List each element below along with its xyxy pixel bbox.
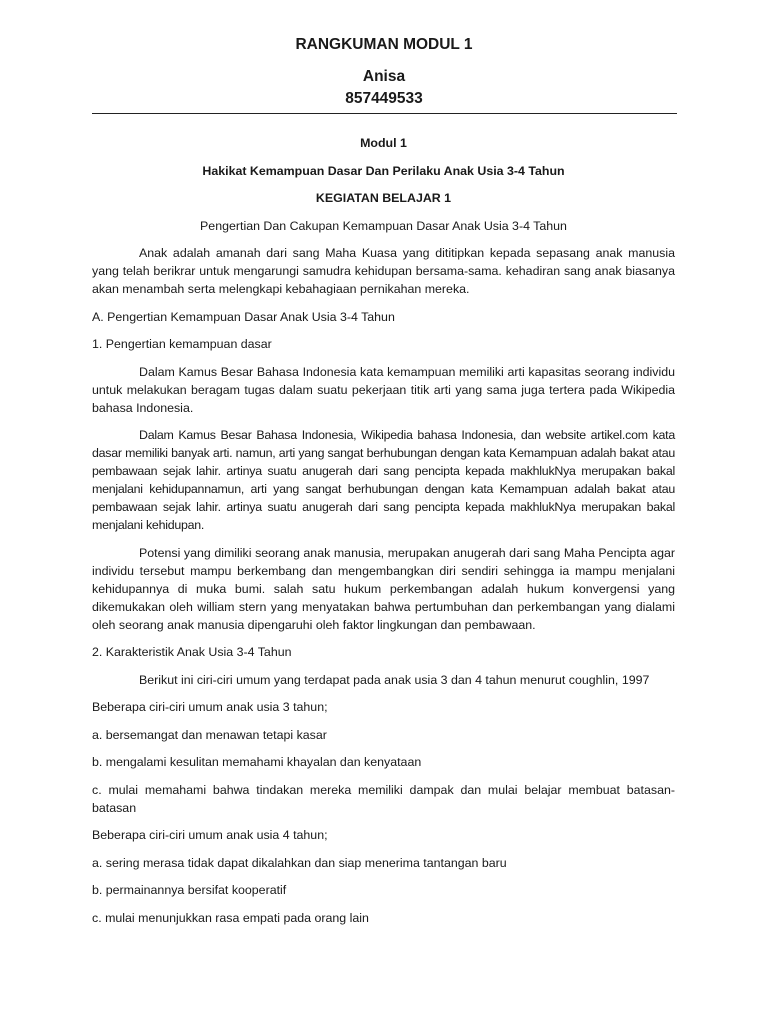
subsection-1-heading: 1. Pengertian kemampuan dasar [92, 337, 272, 351]
document-body [92, 134, 675, 936]
module-title: Hakikat Kemampuan Dasar Dan Perilaku Anak Usia 3-4 Tahun [202, 163, 565, 178]
list-item: a. bersemangat dan menawan tetapi kasar [92, 727, 327, 742]
header-divider [92, 113, 677, 114]
list-item: c. mulai memahami bahwa tindakan mereka memiliki dampak dan mulai belajar membuat batasan-batasan [92, 782, 675, 815]
list-item: a. sering merasa tidak dapat dikalahkan dan siap menerima tantangan baru [92, 855, 507, 870]
list-item: b. mengalami kesulitan memahami khayalan dan kenyataan [92, 755, 422, 769]
section-a-heading: A. Pengertian Kemampuan Dasar Anak Usia 3-4 Tahun [92, 309, 395, 324]
list-item: c. mulai menunjukkan rasa empati pada orang lain [92, 910, 369, 925]
intro-paragraph: Anak adalah amanah dari sang Maha Kuasa yang dititipkan kepada sepasang anak manusia yang telah berikrar untuk mengarungi samudra kehidupan bersama-sama. kehadiran sang anak biasanya akan menambah serta melengkapi kebahagiaan pernikahan mereka. [92, 246, 675, 296]
list-item: b. permainannya bersifat kooperatif [92, 883, 287, 897]
activity-title: Pengertian Dan Cakupan Kemampuan Dasar Anak Usia 3-4 Tahun [200, 218, 567, 233]
paragraph-kbbi-wikipedia: Dalam Kamus Besar Bahasa Indonesia, Wikipedia bahasa Indonesia, dan website artikel.com kata dasar memiliki banyak arti. namun, arti yang sangat berhubungan dengan kata Kemampuan adalah bakat atau pembawaan sejak lahir. artinya suatu anugerah dari sang pencipta kepada makhlukNya merupakan bakal menjalani kehidupannamun, arti yang sangat berhubungan dengan kata Kemampuan adalah bakat atau pembawaan sejak lahir. artinya suatu anugerah dari sang pencipta kepada makhlukNya merupakan bakal menjalani kehidupan. [92, 428, 675, 532]
list-4-intro: Beberapa ciri-ciri umum anak usia 4 tahun; [92, 828, 328, 842]
paragraph-kbbi: Dalam Kamus Besar Bahasa Indonesia kata kemampuan memiliki arti kapasitas seorang individu untuk melakukan beragam tugas dalam suatu pekerjaan titik arti yang sama juga tertera pada Wikipedia bahasa Indonesia. [92, 364, 675, 415]
activity-label: KEGIATAN BELAJAR 1 [315, 191, 452, 205]
list-3-intro: Beberapa ciri-ciri umum anak usia 3 tahun; [92, 700, 328, 714]
paragraph-potensi: Potensi yang dimiliki seorang anak manusia, merupakan anugerah dari sang Maha Pencipta agar individu tersebut mampu berkembang dan mengembangkan diri sendiri sehingga ia mampu menjalani kehidupannya di muka bumi. salah satu hukum perkembangan adalah hukum konvergensi yang dikemukakan oleh william stern yang menyatakan bahwa pertumbuhan dan perkembangan yang dialami oleh seorang anak manusia dipengaruhi oleh faktor lingkungan dan pembawaan. [92, 545, 675, 632]
author-name: Anisa [362, 68, 406, 85]
paragraph-ciri-umum: Berikut ini ciri-ciri umum yang terdapat pada anak usia 3 dan 4 tahun menurut coughlin, 1997 [139, 672, 650, 687]
document-title: RANGKUMAN MODUL 1 [295, 36, 473, 53]
module-label: Modul 1 [360, 136, 407, 150]
subsection-2-heading: 2. Karakteristik Anak Usia 3-4 Tahun [92, 645, 292, 659]
student-id: 857449533 [345, 90, 423, 107]
